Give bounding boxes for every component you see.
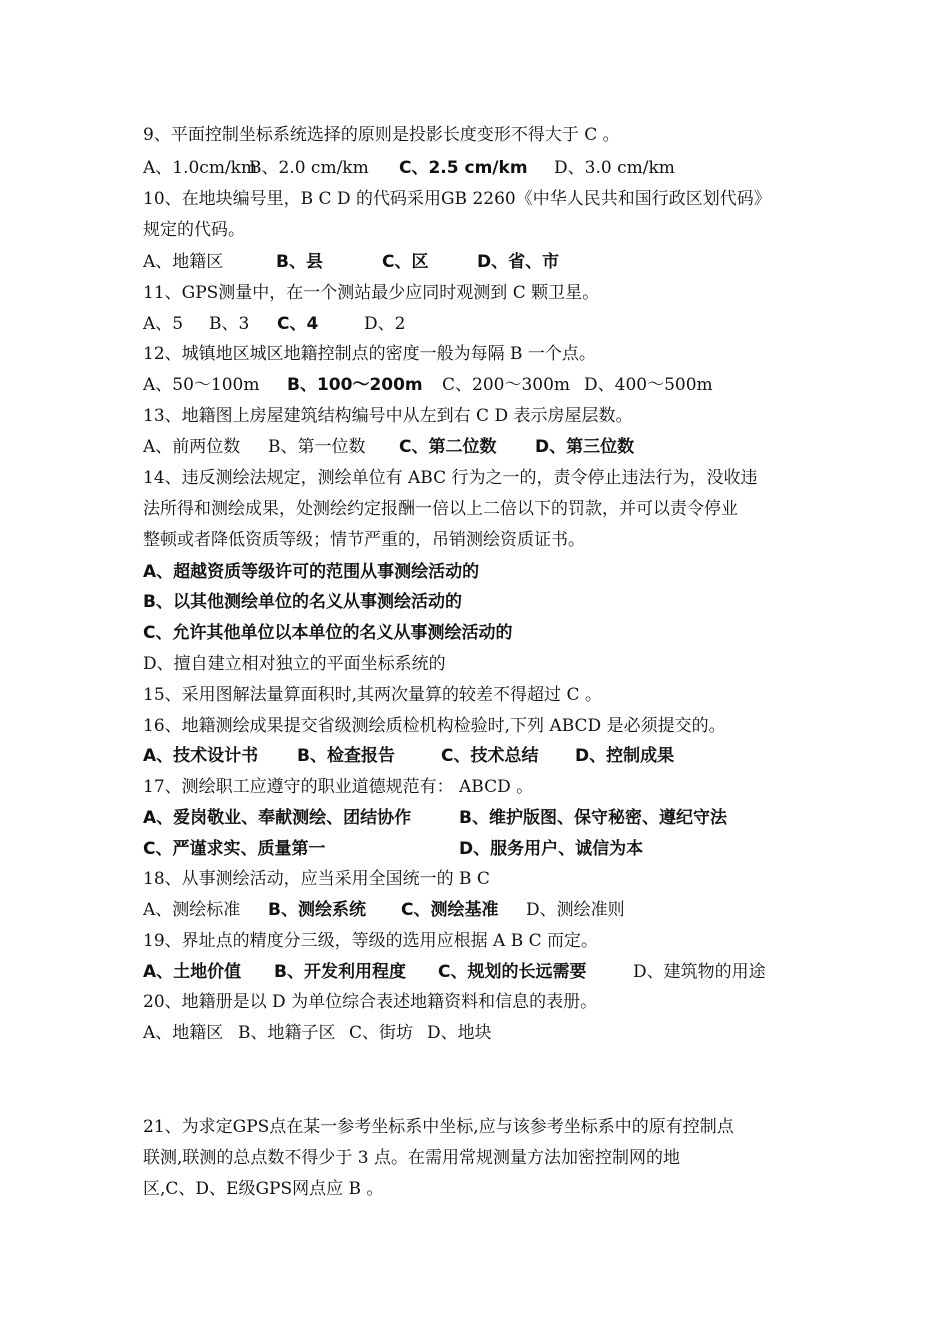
question-20: 20、地籍册是以 D 为单位综合表述地籍资料和信息的表册。 xyxy=(143,992,598,1012)
option-b: B、2.0 cm/km xyxy=(249,158,369,178)
option-a: A、前两位数 xyxy=(143,437,241,457)
question-13-options xyxy=(143,436,634,458)
option-b: B、第一位数 xyxy=(268,437,366,457)
option-a: A、5 xyxy=(143,314,184,334)
option-d: D、服务用户、诚信为本 xyxy=(459,839,644,859)
question-14-line-2: 法所得和测绘成果，处测绘约定报酬一倍以上二倍以下的罚款，并可以责令停业 xyxy=(143,499,738,519)
question-17-options-row-2 xyxy=(143,838,643,860)
option-d: D、第三位数 xyxy=(535,437,635,457)
option-c: C、街坊 xyxy=(349,1023,414,1043)
option-c: C、技术总结 xyxy=(441,746,539,766)
question-19-options xyxy=(143,961,766,983)
option-a: A、爱岗敬业、奉献测绘、团结协作 xyxy=(143,808,412,828)
question-21-line-3: 区,C、D、E级GPS网点应 B 。 xyxy=(143,1179,384,1199)
question-15: 15、采用图解法量算面积时,其两次量算的较差不得超过 C 。 xyxy=(143,685,602,705)
option-a: A、地籍区 xyxy=(143,1023,224,1043)
option-b: B、开发利用程度 xyxy=(274,962,406,982)
option-a: A、1.0cm/km xyxy=(143,158,258,178)
option-d: D、省、市 xyxy=(477,252,560,272)
option-b: B、地籍子区 xyxy=(238,1023,336,1043)
question-14-line-3: 整顿或者降低资质等级；情节严重的，吊销测绘资质证书。 xyxy=(143,530,585,550)
question-13: 13、地籍图上房屋建筑结构编号中从左到右 C D 表示房屋层数。 xyxy=(143,406,633,426)
option-a: A、土地价值 xyxy=(143,962,242,982)
question-14-line-1: 14、违反测绘法规定，测绘单位有 ABC 行为之一的，责令停止违法行为，没收违 xyxy=(143,468,758,488)
option-b: B、维护版图、保守秘密、遵纪守法 xyxy=(459,808,727,828)
option-a: A、50～100m xyxy=(143,375,260,395)
question-14-option-d: D、擅自建立相对独立的平面坐标系统的 xyxy=(143,654,446,674)
option-c: C、测绘基准 xyxy=(401,900,499,920)
option-c: C、第二位数 xyxy=(399,437,497,457)
option-b: B、测绘系统 xyxy=(268,900,366,920)
option-b: B、100～200m xyxy=(287,375,423,395)
option-d: D、测绘准则 xyxy=(526,900,625,920)
option-d: D、地块 xyxy=(427,1023,492,1043)
question-21-line-2: 联测,联测的总点数不得少于 3 点。在需用常规测量方法加密控制网的地 xyxy=(143,1148,681,1168)
question-17: 17、测绘职工应遵守的职业道德规范有： ABCD 。 xyxy=(143,777,534,797)
question-14-option-a: A、超越资质等级许可的范围从事测绘活动的 xyxy=(143,562,480,582)
question-16: 16、地籍测绘成果提交省级测绘质检机构检验时,下列 ABCD 是必须提交的。 xyxy=(143,716,726,736)
option-c: C、2.5 cm/km xyxy=(399,158,528,178)
option-d: D、400～500m xyxy=(584,375,713,395)
option-d: D、2 xyxy=(364,314,406,334)
question-17-options-row-1 xyxy=(143,807,727,829)
option-b: B、检查报告 xyxy=(297,746,395,766)
question-9-options xyxy=(143,157,675,179)
option-d: D、建筑物的用途 xyxy=(633,962,766,982)
question-10-options xyxy=(143,251,559,273)
question-14-option-c: C、允许其他单位以本单位的名义从事测绘活动的 xyxy=(143,623,513,643)
question-14-option-b: B、以其他测绘单位的名义从事测绘活动的 xyxy=(143,592,462,612)
option-a: A、技术设计书 xyxy=(143,746,259,766)
option-c: C、区 xyxy=(382,252,429,272)
question-20-options xyxy=(143,1022,492,1044)
option-a: A、测绘标准 xyxy=(143,900,241,920)
option-c: C、严谨求实、质量第一 xyxy=(143,839,326,859)
question-16-options xyxy=(143,745,674,767)
option-c: C、200～300m xyxy=(442,375,571,395)
question-12: 12、城镇地区城区地籍控制点的密度一般为每隔 B 一个点。 xyxy=(143,344,596,364)
option-a: A、地籍区 xyxy=(143,252,224,272)
option-b: B、县 xyxy=(276,252,323,272)
question-18: 18、从事测绘活动，应当采用全国统一的 B C xyxy=(143,869,490,889)
option-c: C、4 xyxy=(277,314,319,334)
question-10-line-1: 10、在地块编号里，B C D 的代码采用GB 2260《中华人民共和国行政区划代码》 xyxy=(143,189,771,209)
option-b: B、3 xyxy=(209,314,250,334)
question-11-options xyxy=(143,313,405,335)
question-19: 19、界址点的精度分三级，等级的选用应根据 A B C 而定。 xyxy=(143,931,599,951)
question-18-options xyxy=(143,899,625,921)
question-12-options xyxy=(143,374,713,396)
question-21-line-1: 21、为求定GPS点在某一参考坐标系中坐标,应与该参考坐标系中的原有控制点 xyxy=(143,1117,734,1137)
option-d: D、控制成果 xyxy=(575,746,675,766)
question-11: 11、GPS测量中，在一个测站最少应同时观测到 C 颗卫星。 xyxy=(143,283,600,303)
question-9: 9、平面控制坐标系统选择的原则是投影长度变形不得大于 C 。 xyxy=(143,125,620,145)
option-c: C、规划的长远需要 xyxy=(438,962,587,982)
question-10-line-2: 规定的代码。 xyxy=(143,220,245,240)
option-d: D、3.0 cm/km xyxy=(554,158,675,178)
